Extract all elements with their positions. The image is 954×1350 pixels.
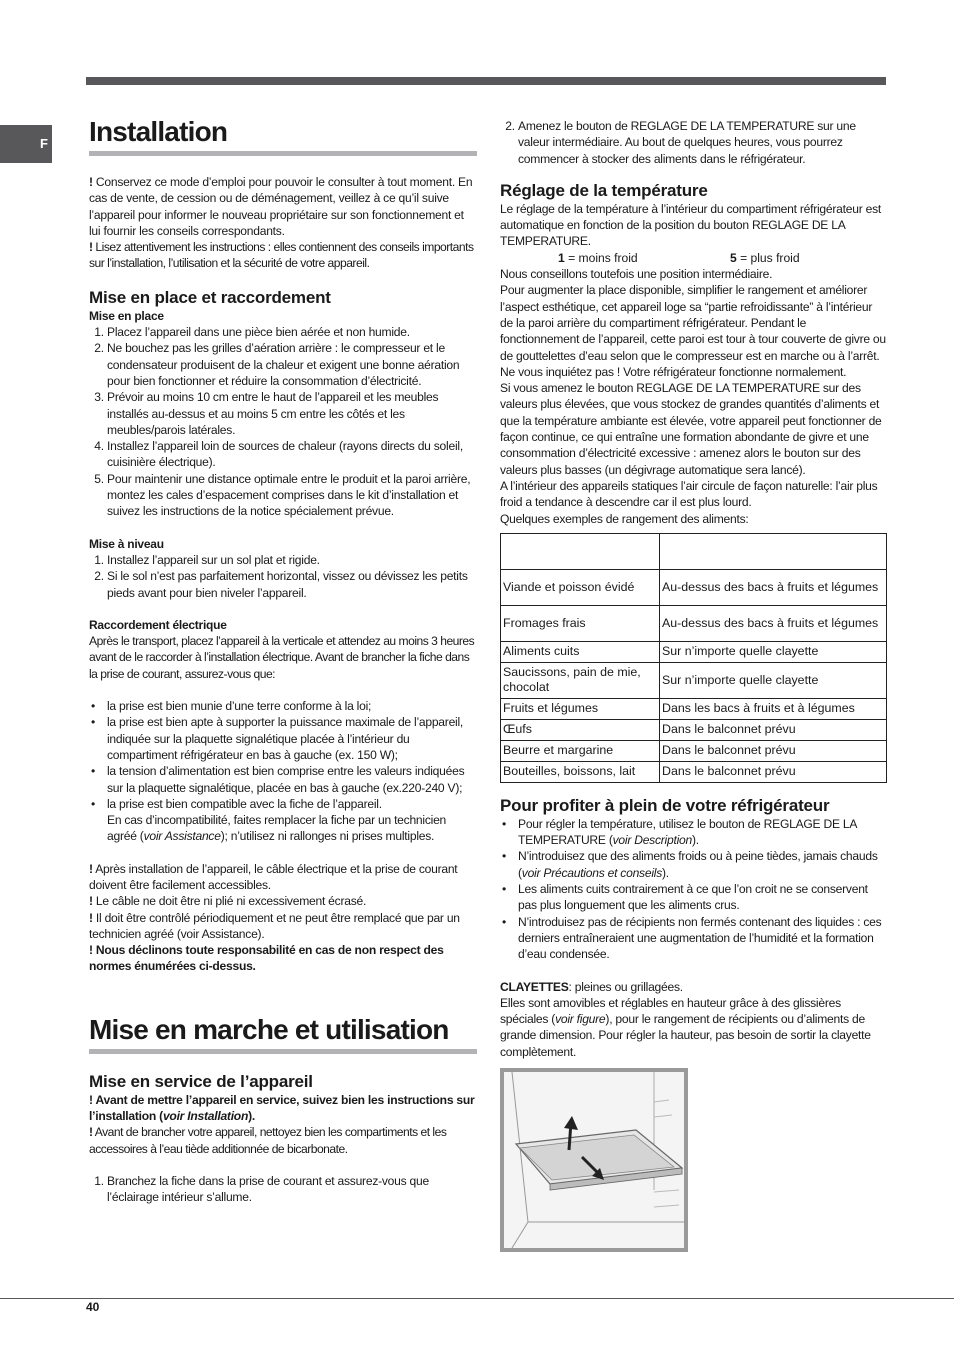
list-item: 1. Placez l’appareil dans une pièce bien aérée et non humide. bbox=[107, 324, 477, 340]
title-rule bbox=[89, 1049, 477, 1054]
scale-min: 1 = moins froid bbox=[558, 250, 638, 265]
table-header-cell bbox=[660, 533, 887, 569]
right-column bbox=[500, 118, 887, 1252]
placement-section-title: Mise en place et raccordement bbox=[89, 287, 331, 307]
list-item: • N’introduisez pas de récipients non fermés contenant des liquides : ces derniers entraîneraient une augmentation de l’humidité et la formation d’eau condensée. bbox=[518, 914, 887, 963]
list-item: 2. Ne bouchez pas les grilles d’aération arrière : le compresseur et le condensateur produisent de la chaleur et exigent une bonne aération pour bien fonctionner et réduire la consommation d’électricité. bbox=[107, 340, 477, 389]
table-cell: Bouteilles, boissons, lait bbox=[501, 761, 660, 782]
warning-1: ! Après installation de l’appareil, le câble électrique et la prise de courant doivent être facilement accessibles. bbox=[89, 861, 458, 892]
table-cell: Sur n’importe quelle clayette bbox=[660, 641, 887, 662]
table-row bbox=[501, 740, 887, 761]
list-item: • Pour régler la température, utilisez le bouton de REGLAGE DE LA TEMPERATURE (voir Description). bbox=[518, 816, 887, 849]
left-column bbox=[89, 115, 477, 1206]
temperature-section-title: Réglage de la température bbox=[500, 180, 708, 200]
food-storage-table bbox=[500, 533, 887, 783]
table-header-cell bbox=[501, 533, 660, 569]
warning-2: ! Le câble ne doit être ni plié ni excessivement écrasé. bbox=[89, 894, 367, 909]
temperature-paragraph: Nous conseillons toutefois une position intermédiaire. bbox=[500, 267, 773, 282]
list-item: • Les aliments cuits contrairement à ce que l’on croit ne se conservent pas plus longuement que les aliments crus. bbox=[518, 881, 887, 914]
top-bar bbox=[86, 77, 886, 85]
temperature-paragraph: Pour augmenter la place disponible, simplifier le rangement et améliorer l’aspect esthétique, cet appareil loge sa “partie refroidissante” à l’intérieur de la paroi arrière du compartiment réfrigérateur. Pendant le fonctionnement de l’appareil, cette paroi est tour à tour couverte de givre ou de gouttelettes d’eau selon que le compresseur est en marche ou à l’arrêt. Ne vous inquiétez pas ! Votre réfrigérateur fonctionne normalement. bbox=[500, 283, 886, 379]
level-list bbox=[89, 552, 477, 601]
temperature-intro: Le réglage de la température à l’intérieur du compartiment réfrigérateur est automatique en fonction de la position du bouton REGLAGE DE LA TEMPERATURE. bbox=[500, 201, 881, 249]
table-row bbox=[501, 698, 887, 719]
tips-section-title: Pour profiter à plein de votre réfrigérateur bbox=[500, 795, 830, 815]
list-item: 4. Installez l’appareil loin de sources de chaleur (rayons directs du soleil, cuisinière électrique). bbox=[107, 438, 477, 471]
intro-paragraph-2: ! Lisez attentivement les instructions : elles contiennent des conseils importants sur l’installation, l’utilisation et la sécurité de votre appareil. bbox=[89, 240, 474, 271]
table-cell: Aliments cuits bbox=[501, 641, 660, 662]
table-row bbox=[501, 605, 887, 641]
table-row bbox=[501, 662, 887, 698]
list-item: 2. Si le sol n’est pas parfaitement horizontal, vissez ou dévissez les petits pieds avant pour bien niveler l’appareil. bbox=[107, 568, 477, 601]
service-clean-note: ! Avant de brancher votre appareil, nettoyez bien les compartiments et les accessoires à l’eau tiède additionnée de bicarbonate. bbox=[89, 1125, 447, 1156]
table-cell: Au-dessus des bacs à fruits et légumes bbox=[660, 569, 887, 605]
warning-3: ! Il doit être contrôlé périodiquement et ne peut être remplacé que par un technicien agréé (voir Assistance). bbox=[89, 910, 460, 941]
tips-list bbox=[500, 816, 887, 963]
footer-rule bbox=[0, 1298, 954, 1299]
usage-title: Mise en marche et utilisation bbox=[89, 1013, 449, 1045]
table-row bbox=[501, 641, 887, 662]
temperature-paragraph: Si vous amenez le bouton REGLAGE DE LA TEMPERATURE sur des valeurs plus élevées, que vous stockez de grandes quantités d’aliments et que la température ambiante est élevée, votre appareil peut fonctionner de façon continue, ce qui entraîne une formation abondante de givre et une consommation d’électricité excessive : amenez alors le bouton sur des valeurs plus basses (un dégivrage automatique sera lancé). bbox=[500, 381, 882, 477]
warning-4: ! Nous déclinons toute responsabilité en cas de non respect des normes énumérées ci-dessus. bbox=[89, 943, 444, 974]
electric-subtitle: Raccordement électrique bbox=[89, 617, 227, 632]
list-item: 1. Branchez la fiche dans la prise de courant et assurez-vous que l’éclairage intérieur s’allume. bbox=[107, 1173, 477, 1206]
placement-subtitle: Mise en place bbox=[89, 308, 164, 323]
shelf-illustration bbox=[500, 1068, 688, 1252]
service-steps-1 bbox=[89, 1173, 477, 1206]
scale-max: 5 = plus froid bbox=[730, 250, 800, 265]
table-cell: Fromages frais bbox=[501, 605, 660, 641]
table-row bbox=[501, 569, 887, 605]
list-item: 3. Prévoir au moins 10 cm entre le haut de l’appareil et les meubles installés au-dessus et au moins 5 cm entre les côtés et les meubles/parois latérales. bbox=[107, 389, 477, 438]
list-item: • la prise est bien munie d’une terre conforme à la loi; bbox=[107, 698, 477, 714]
table-row bbox=[501, 719, 887, 740]
table-cell: Dans le balconnet prévu bbox=[660, 719, 887, 740]
shelf-adjust-icon bbox=[504, 1072, 684, 1248]
table-cell: Saucissons, pain de mie, chocolat bbox=[501, 662, 660, 698]
intro-paragraph-1: ! Conservez ce mode d’emploi pour pouvoir le consulter à tout moment. En cas de vente, de cession ou de déménagement, veillez à ce qu’il suive l’appareil pour informer le nouveau propriétaire sur son fonctionnement et lui fournir les conseils correspondants. bbox=[89, 175, 473, 238]
table-cell: Au-dessus des bacs à fruits et légumes bbox=[660, 605, 887, 641]
table-cell: Beurre et margarine bbox=[501, 740, 660, 761]
table-cell: Viande et poisson évidé bbox=[501, 569, 660, 605]
shelves-description: Elles sont amovibles et réglables en hauteur grâce à des glissières spéciales (voir figure), pour le rangement de récipients ou d’aliments de grande dimension. Pour régler la hauteur, pas besoin de sortir la clayette complètement. bbox=[500, 995, 871, 1059]
service-section-title: Mise en service de l’appareil bbox=[89, 1071, 313, 1091]
placement-list bbox=[89, 324, 477, 520]
page-number: 40 bbox=[86, 1300, 100, 1314]
table-cell: Fruits et légumes bbox=[501, 698, 660, 719]
table-cell: Dans le balconnet prévu bbox=[660, 761, 887, 782]
table-cell: Dans le balconnet prévu bbox=[660, 740, 887, 761]
list-item: 5. Pour maintenir une distance optimale entre le produit et la paroi arrière, montez les cales d’espacement comprises dans le kit d’installation et suivez les instructions de la notice spécialement prévue. bbox=[107, 471, 477, 520]
list-item: • la prise est bien compatible avec la fiche de l’appareil. En cas d’incompatibilité, faites remplacer la fiche par un technicien agréé (voir Assistance); n’utilisez ni rallonges ni prises multiples. bbox=[107, 796, 477, 845]
service-warning: ! Avant de mettre l’appareil en service, suivez bien les instructions sur l’installation (voir Installation). bbox=[89, 1092, 475, 1124]
list-item: • la prise est bien apte à supporter la puissance maximale de l’appareil, indiquée sur la plaquette signalétique placée à l’intérieur du compartiment réfrigérateur en bas à gauche (ex. 150 W); bbox=[107, 714, 477, 763]
language-tab: F bbox=[0, 125, 52, 163]
temperature-paragraph: A l’intérieur des appareils statiques l’air circule de façon naturelle: l’air plus froid a tendance à descendre car il est plus lourd. bbox=[500, 478, 878, 510]
table-header-row bbox=[501, 533, 887, 569]
service-steps-2 bbox=[500, 118, 887, 167]
temperature-scale bbox=[500, 250, 887, 266]
table-cell: Sur n’importe quelle clayette bbox=[660, 662, 887, 698]
installation-title: Installation bbox=[89, 116, 228, 147]
list-item: • la tension d’alimentation est bien comprise entre les valeurs indiquées sur la plaquette signalétique, placée en bas à gauche (ex.220-240 V); bbox=[107, 763, 477, 796]
list-item: 2. Amenez le bouton de REGLAGE DE LA TEMPERATURE sur une valeur intermédiaire. Au bout de quelques heures, vous pourrez commencer à stocker des aliments dans le réfrigérateur. bbox=[518, 118, 887, 167]
level-subtitle: Mise à niveau bbox=[89, 536, 164, 551]
table-row bbox=[501, 761, 887, 782]
shelves-kind: CLAYETTES: pleines ou grillagées. bbox=[500, 979, 683, 994]
list-item: 1. Installez l’appareil sur un sol plat et rigide. bbox=[107, 552, 477, 568]
electric-intro: Après le transport, placez l’appareil à la verticale et attendez au moins 3 heures avant de le raccorder à l’installation électrique. Avant de brancher la fiche dans la prise de courant, assurez-vous que: bbox=[89, 634, 475, 681]
table-cell: Œufs bbox=[501, 719, 660, 740]
title-rule bbox=[89, 151, 477, 156]
temperature-paragraph: Quelques exemples de rangement des aliments: bbox=[500, 511, 749, 526]
list-item: • N’introduisez que des aliments froids ou à peine tièdes, jamais chauds (voir Précautions et conseils). bbox=[518, 848, 887, 881]
table-cell: Dans les bacs à fruits et à légumes bbox=[660, 698, 887, 719]
electric-bullets bbox=[89, 698, 477, 845]
